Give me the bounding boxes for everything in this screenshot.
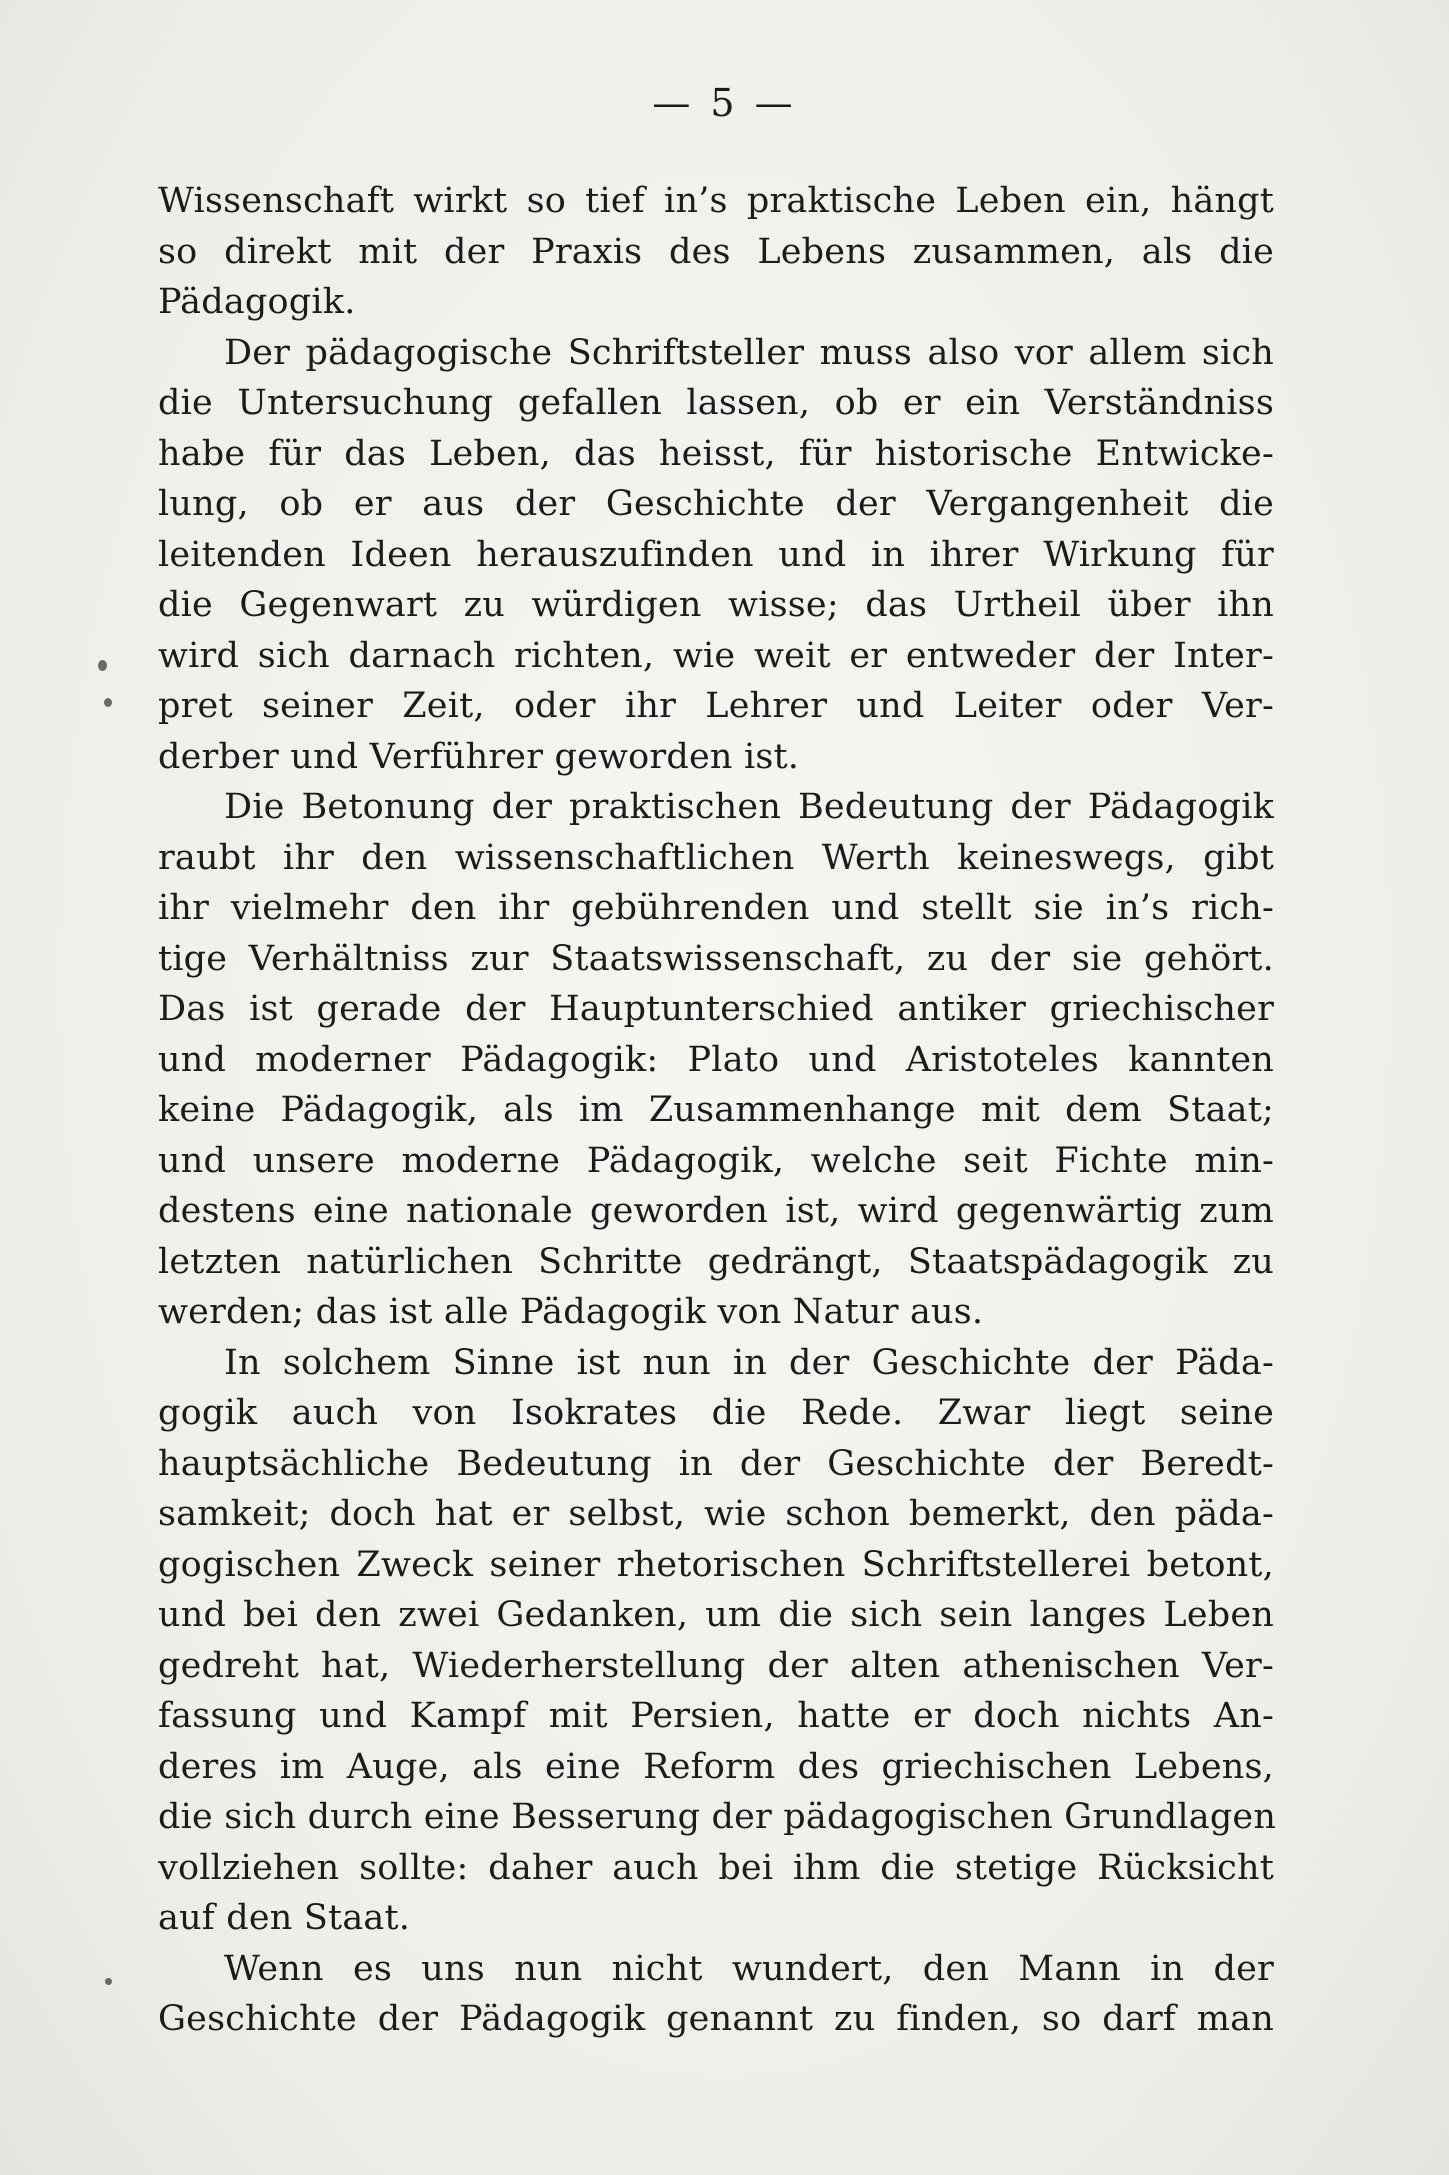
text-line: derber und Verführer geworden ist.: [158, 736, 800, 777]
text-line: werden; das ist alle Pädagogik von Natur aus.: [158, 1292, 984, 1332]
text-line: gogischen Zweck seiner rhetorischen Schriftstellerei betont,: [158, 1544, 1274, 1585]
text-line: keine Pädagogik, als im Zusammenhange mit dem Staat;: [158, 1090, 1274, 1130]
text-line: lung, ob er aus der Geschichte der Vergangenheit die: [158, 484, 1274, 524]
text-line: tige Verhältniss zur Staatswissenschaft, zu der sie gehört.: [158, 938, 1274, 979]
text-line: Pädagogik.: [158, 282, 356, 322]
text-line: wird sich darnach richten, wie weit er entweder der Inter-: [158, 635, 1274, 676]
text-line: raubt ihr den wissenschaftlichen Werth keineswegs, gibt: [158, 837, 1274, 878]
paragraph: [158, 176, 1274, 328]
text-line: ihr vielmehr den ihr gebührenden und stellt sie in’s rich-: [158, 888, 1274, 928]
print-speck: [105, 1978, 112, 1985]
body-text: [158, 176, 1277, 2045]
text-line: die Untersuchung gefallen lassen, ob er ein Verständniss: [158, 383, 1274, 423]
text-line: Das ist gerade der Hauptunterschied antiker griechischer: [158, 989, 1274, 1029]
text-line: gedreht hat, Wiederherstellung der alten athenischen Ver-: [158, 1645, 1274, 1686]
print-speck: [104, 698, 112, 707]
text-line: In solchem Sinne ist nun in der Geschichte der Päda-: [224, 1342, 1274, 1383]
text-line: Wenn es uns nun nicht wundert, den Mann in der: [224, 1948, 1274, 1989]
text-line: deres im Auge, als eine Reform des griechischen Lebens,: [158, 1746, 1274, 1787]
text-line: vollziehen sollte: daher auch bei ihm die stetige Rücksicht: [158, 1847, 1274, 1888]
text-line: leitenden Ideen herauszufinden und in ihrer Wirkung für: [158, 534, 1274, 575]
text-line: gogik auch von Isokrates die Rede. Zwar liegt seine: [158, 1393, 1274, 1433]
text-line: so direkt mit der Praxis des Lebens zusammen, als die: [158, 231, 1274, 272]
text-line: Wissenschaft wirkt so tief in’s praktische Leben ein, hängt: [158, 181, 1274, 221]
text-line: habe für das Leben, das heisst, für historische Entwicke-: [158, 433, 1274, 474]
text-line: hauptsächliche Bedeutung in der Geschichte der Beredt-: [158, 1443, 1274, 1484]
text-line: pret seiner Zeit, oder ihr Lehrer und Leiter oder Ver-: [158, 686, 1274, 726]
text-line: Der pädagogische Schriftsteller muss also vor allem sich: [224, 332, 1274, 373]
text-line: auf den Staat.: [158, 1898, 411, 1938]
text-line: letzten natürlichen Schritte gedrängt, Staatspädagogik zu: [158, 1241, 1274, 1282]
text-line: die sich durch eine Besserung der pädagogischen Grundlagen: [158, 1797, 1277, 1837]
print-speck: [98, 660, 107, 671]
page-number: — 5 —: [652, 81, 797, 125]
paragraph: [158, 782, 1274, 1338]
text-line: Geschichte der Pädagogik genannt zu finden, so darf man: [158, 1999, 1274, 2039]
paragraph: [158, 328, 1274, 783]
text-line: die Gegenwart zu würdigen wisse; das Urtheil über ihn: [158, 585, 1274, 625]
text-line: samkeit; doch hat er selbst, wie schon bemerkt, den päda-: [158, 1494, 1274, 1534]
paragraph: [158, 1944, 1274, 2045]
text-line: und unsere moderne Pädagogik, welche seit Fichte min-: [158, 1140, 1274, 1181]
text-line: und moderner Pädagogik: Plato und Aristoteles kannten: [158, 1039, 1274, 1080]
paragraph: [158, 1338, 1277, 1944]
text-line: und bei den zwei Gedanken, um die sich sein langes Leben: [158, 1595, 1274, 1635]
text-line: destens eine nationale geworden ist, wird gegenwärtig zum: [158, 1191, 1274, 1231]
text-line: Die Betonung der praktischen Bedeutung der Pädagogik: [224, 787, 1274, 827]
text-line: fassung und Kampf mit Persien, hatte er doch nichts An-: [158, 1696, 1274, 1736]
